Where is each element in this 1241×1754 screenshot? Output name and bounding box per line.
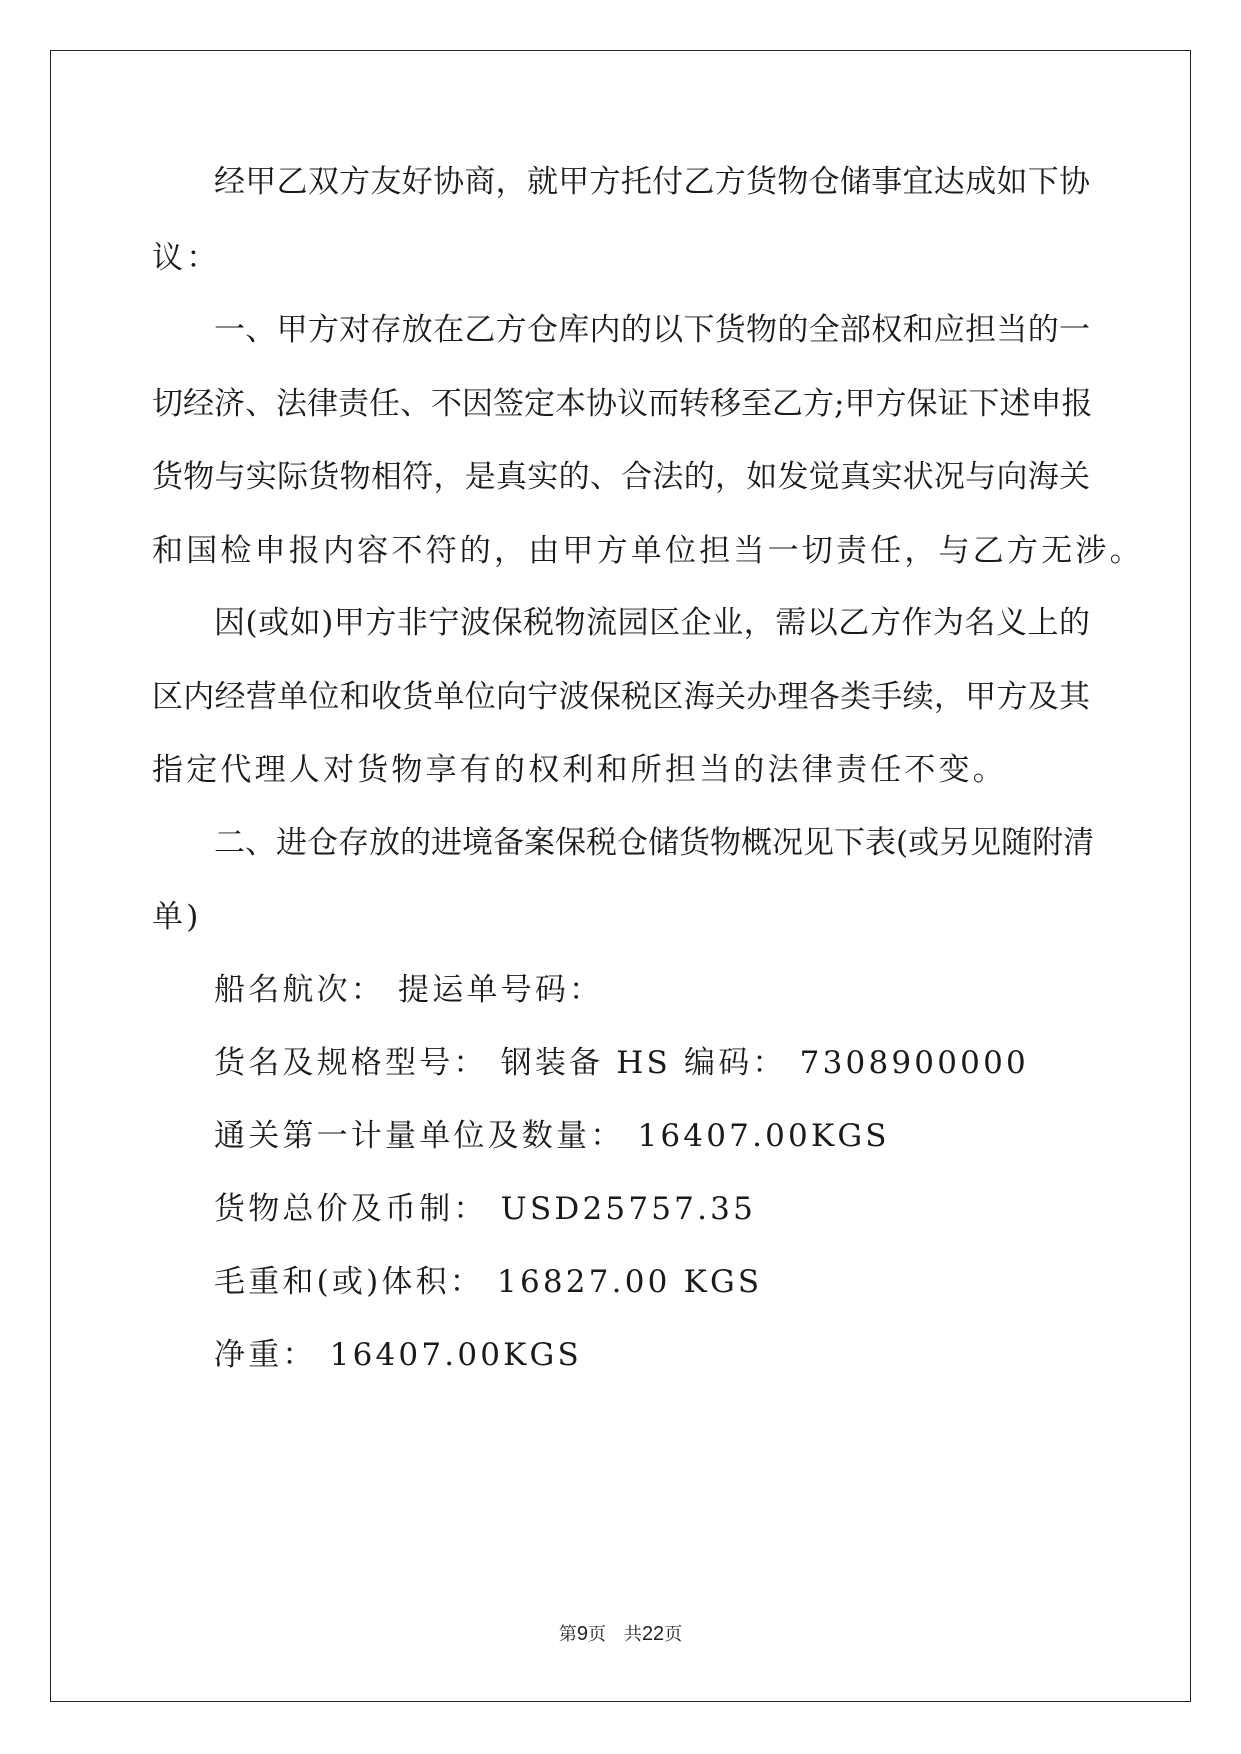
paragraph-line: 一、甲方对存放在乙方仓库内的以下货物的全部权和应担当的一	[214, 312, 1090, 348]
field-line-net-weight: 净重： 16407.00KGS	[214, 1337, 582, 1373]
field-line-gross-weight: 毛重和(或)体积： 16827.00 KGS	[214, 1264, 763, 1300]
paragraph-line: 区内经营单位和收货单位向宁波保税区海关办理各类手续，甲方及其	[152, 679, 1090, 715]
field-line-quantity: 通关第一计量单位及数量： 16407.00KGS	[214, 1118, 890, 1154]
paragraph-line: 议：	[152, 240, 221, 276]
page-number: 9	[576, 1623, 588, 1645]
paragraph-line: 单)	[152, 899, 202, 935]
paragraph-line: 二、进仓存放的进境备案保税仓储货物概况见下表(或另见随附清	[214, 825, 1095, 861]
paragraph-line: 因(或如)甲方非宁波保税物流园区企业，需以乙方作为名义上的	[214, 605, 1090, 641]
field-line-total-price: 货物总价及币制： USD25757.35	[214, 1191, 756, 1227]
paragraph-line: 货物与实际货物相符，是真实的、合法的，如发觉真实状况与向海关	[152, 459, 1090, 495]
paragraph-line: 切经济、法律责任、不因签定本协议而转移至乙方;甲方保证下述申报	[152, 386, 1093, 422]
paragraph-line: 指定代理人对货物享有的权利和所担当的法律责任不变。	[152, 752, 1007, 788]
paragraph-line: 和国检申报内容不符的，由甲方单位担当一切责任，与乙方无涉。	[152, 533, 1144, 569]
footer-suffix: 页	[664, 1624, 683, 1645]
field-line-goods-name: 货名及规格型号： 钢装备 HS 编码： 7308900000	[214, 1045, 1029, 1081]
footer-mid: 页 共	[587, 1624, 642, 1645]
field-line-vessel: 船名航次： 提运单号码：	[214, 972, 604, 1008]
page-footer	[0, 1620, 1241, 1646]
paragraph-line: 经甲乙双方友好协商，就甲方托付乙方货物仓储事宜达成如下协	[214, 164, 1090, 200]
footer-prefix: 第	[558, 1624, 577, 1645]
page-border	[50, 50, 1191, 1702]
page-total: 22	[641, 1623, 665, 1645]
